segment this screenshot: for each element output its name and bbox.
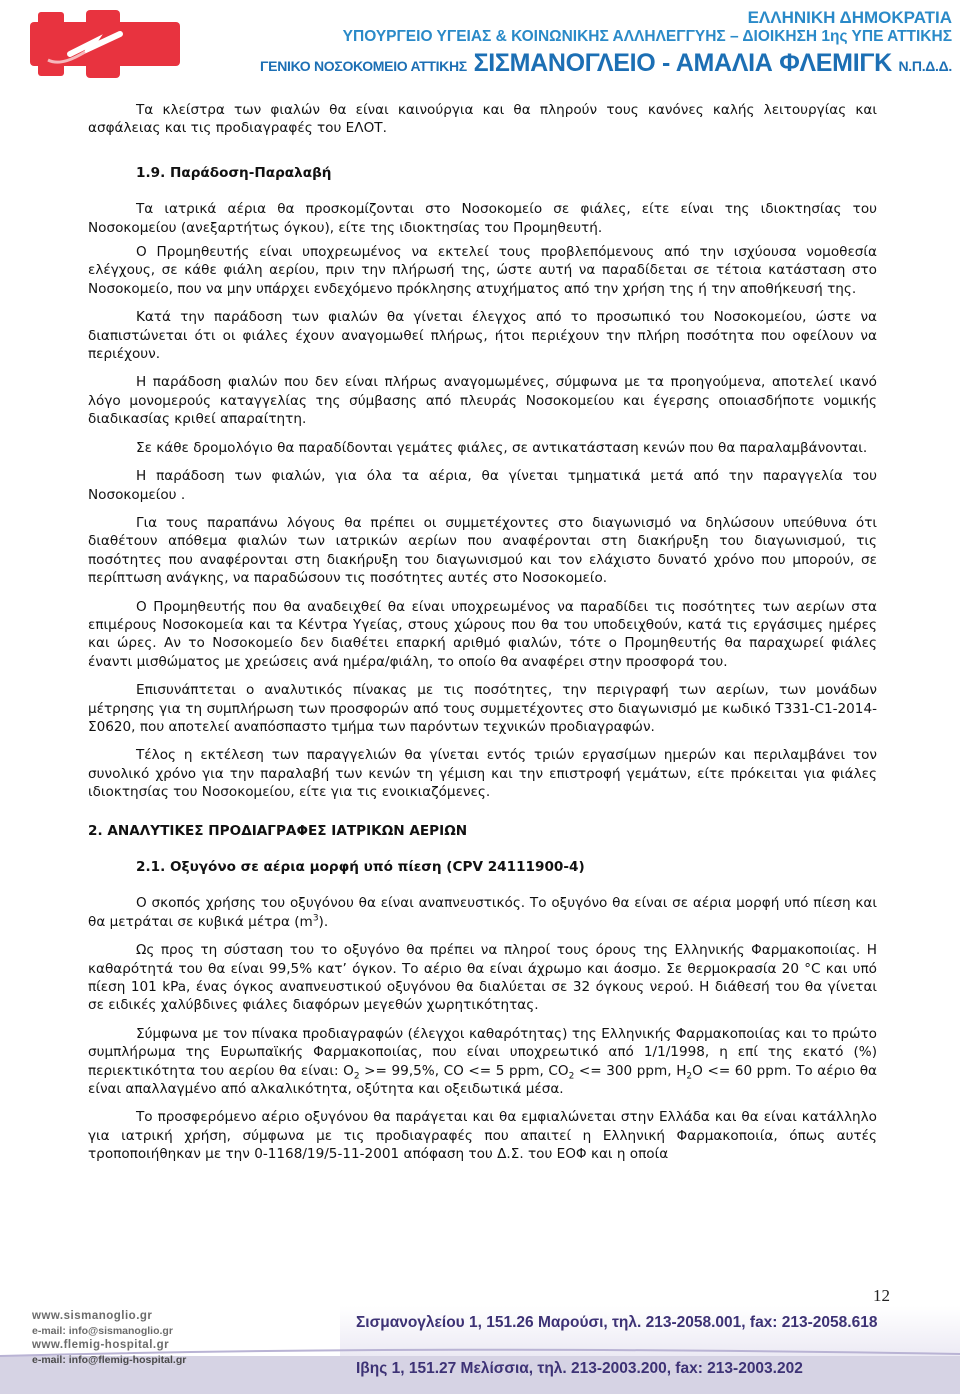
paragraph-text: ). [318, 913, 329, 930]
subscript: 2 [686, 1071, 693, 1082]
paragraph: Σε κάθε δρομολόγιο θα παραδίδονται γεμάτες φιάλες, σε αντικατάσταση κενών που θα παραλαμβάνονται. [136, 439, 868, 456]
page-footer [0, 1306, 960, 1394]
header-line-2: ΥΠΟΥΡΓΕΙΟ ΥΓΕΙΑΣ & ΚΟΙΝΩΝΙΚΗΣ ΑΛΛΗΛΕΓΓΥΗΣ – ΔΙΟΙΚΗΣΗ 1ης ΥΠΕ ΑΤΤΙΚΗΣ [342, 28, 952, 45]
subscript: 2 [568, 1071, 575, 1082]
footer-email-2[interactable]: e-mail: info@flemig-hospital.gr [32, 1354, 187, 1366]
superscript: 3 [312, 913, 319, 924]
paragraph [88, 894, 877, 931]
header-hospital-main: ΣΙΣΜΑΝΟΓΛΕΙΟ - ΑΜΑΛΙΑ ΦΛΕΜΙΓΚ [473, 49, 892, 77]
page-number: 12 [873, 1286, 890, 1305]
paragraph: Κατά την παράδοση των φιαλών θα γίνεται έλεγχος από το προσωπικό του Νοσοκομείου, ώστε να διαπιστώνεται ότι οι φιάλες έχουν αναγομωθεί πλήρως, ήτοι περιέχουν την πλήρη ποσότητα που οφείλουν να περιέχουν. [88, 309, 877, 363]
paragraph: Ο Προμηθευτής είναι υποχρεωμένος να εκτελεί τους προβλεπόμενους από την ισχύουσα νομοθεσία ελέγχους, σε κάθε φιάλη αερίου, πριν την πλήρωσή της, ώστε αυτή να παραδίδεται σε τέτοια κατάσταση στο Νοσοκομείο, που να μην υπάρχει ενδεχόμενο πρόκλησης ατυχήματος από την χρήση της ή την αποθήκευσή της. [88, 244, 877, 297]
paragraph [88, 1025, 877, 1099]
header-hospital-name [190, 49, 952, 78]
paragraph: Τέλος η εκτέλεση των παραγγελιών θα γίνεται εντός τριών εργασίμων ημερών και περιλαμβάνει τον συνολικό χρόνο για την παραλαβή των κενών τη γέμιση και την επιστροφή γεμάτων, είτε πρόκειται για φιάλες ιδιοκτησίας του Νοσοκομείου, είτε για τις ενοικιαζόμενες. [88, 747, 877, 801]
hospital-cross-logo-icon [30, 8, 180, 80]
header-hospital-prefix: ΓΕΝΙΚΟ ΝΟΣΟΚΟΜΕΙΟ ΑΤΤΙΚΗΣ [260, 58, 467, 74]
footer-address-1: Σισμανογλείου 1, 151.26 Μαρούσι, τηλ. 213-2058.001, fax: 213-2058.618 [356, 1314, 878, 1331]
paragraph-text: O <= 60 ppm. Το αέριο θα είναι απαλλαγμένο από αλκαλικότητα, οξύτητα και οξειδωτικά μέσα. [88, 1062, 878, 1098]
section-heading: 1.9. Παράδοση-Παραλαβή [136, 164, 332, 181]
subsection-heading: 2.1. Οξυγόνο σε αέρια μορφή υπό πίεση (CPV 24111900-4) [136, 859, 585, 875]
paragraph-text: >= 99,5%, CO <= 5 ppm, CO [359, 1062, 569, 1079]
subscript: 2 [353, 1071, 360, 1082]
paragraph: Ο Προμηθευτής που θα αναδειχθεί θα είναι υποχρεωμένος να παραδίδει τις ποσότητες των αερίων στα επιμέρους Νοσοκομεία και τα Κέντρα Υγείας, στους χώρους που θα του υποδειχθούν, κατά τις εργάσιμες ημέρες και ώρες. Αν το Νοσοκομείο δεν διαθέτει επαρκή αριθμό φιαλών, τότε ο Προμηθευτής θα παραχωρεί φιάλες έναντι μισθώματος με χρεώσεις ανά ημέρα/φιάλη, το οποίο θα αναφέρει στην προσφορά του. [88, 598, 877, 670]
paragraph: Τα κλείστρα των φιαλών θα είναι καινούργια και θα πληρούν τους κανόνες καλής λειτουργίας και ασφάλειας και τις προδιαγραφές του ΕΛΟΤ. [88, 102, 877, 137]
paragraph-text: Σύμφωνα με τον πίνακα προδιαγραφών (έλεγχοι καθαρότητας) της Ελληνικής Φαρμακοποιίας και το πρώτο συμπλήρωμα της Ευρωπαϊκής Φαρμακοποιίας, που είναι υποχρεωτικό από 1/1/1998, η επί της εκατό (%) περιεκτικότητα του αερίου θα είναι: O [88, 1025, 877, 1079]
footer-website-1[interactable]: www.sismanoglio.gr [32, 1310, 153, 1322]
header-hospital-suffix: Ν.Π.Δ.Δ. [898, 58, 952, 74]
paragraph-text: Ο σκοπός χρήσης του οξυγόνου θα είναι αναπνευστικός. Το οξυγόνο θα είναι σε αέρια μορφή υπό πίεση και θα μετράται σε κυβικά μέτρα (m [88, 895, 877, 930]
paragraph: Η παράδοση των φιαλών, για όλα τα αέρια, θα γίνεται τμηματικά μετά από την παραγγελία του Νοσοκομείου . [88, 468, 877, 503]
paragraph-text: <= 300 ppm, H [574, 1062, 687, 1079]
paragraph: Επισυνάπτεται ο αναλυτικός πίνακας με τις ποσότητες, την περιγραφή των αερίων, των μονάδων μέτρησης για τη συμπλήρωση των προσφορών από τους συμμετέχοντες στο διαγωνισμό με κωδικό Τ331-C1-2014-Σ0620, που αποτελεί αναπόσπαστο τμήμα των παρόντων τεχνικών προδιαγραφών. [88, 682, 877, 735]
paragraph: Για τους παραπάνω λόγους θα πρέπει οι συμμετέχοντες στο διαγωνισμό να δηλώσουν υπεύθυνα ότι διαθέτουν απόθεμα φιαλών των ιατρικών αερίων που αναφέρονται στη διακήρυξη του διαγωνισμού, τις ποσότητες που αναφέρονται στη διακήρυξη του διαγωνισμού και τον ελάχιστο δυνατό χρόνο που μπορούν, σε περίπτωση ανάγκης, να παραδώσουν τις ποσότητες αυτές στο Νοσοκομείο. [88, 514, 877, 587]
document-body [88, 101, 877, 1174]
paragraph: Ως προς τη σύσταση του το οξυγόνο θα πρέπει να πληροί τους όρους της Ελληνικής Φαρμακοποιίας. Η καθαρότητά του θα είναι 99,5% κατ’ όγκον. Το αέριο θα είναι άχρωμο και άοσμο. Σε θερμοκρασία 20 °C και υπό πίεση 101 kPa, ένας όγκος αναπνευστικού οξυγόνου θα διαλύεται σε 32 όγκους νερού. Η διάθεσή του θα γίνεται σε ειδικές χαλύβδινες φιάλες διαφόρων μεγεθών χωρητικότητας. [88, 942, 877, 1014]
paragraph: Το προσφερόμενο αέριο οξυγόνου θα παράγεται και θα εμφιαλώνεται στην Ελλάδα και θα είναι κατάλληλο για ιατρική χρήση, σύμφωνα με τις προδιαγραφές που απαιτεί η Ελληνική Φαρμακοποιία, όπως αυτές τροποποιήθηκαν με την 0-1168/19/5-11-2001 απόφαση του Δ.Σ. του ΕΟΦ και η οποία [88, 1109, 877, 1163]
paragraph: Τα ιατρικά αέρια θα προσκομίζονται στο Νοσοκομείο σε φιάλες, είτε είναι της ιδιοκτησίας του Νοσοκομείου (ανεξαρτήτως όγκου), είτε της ιδιοκτησίας του Προμηθευτή. [88, 201, 877, 236]
footer-email-1[interactable]: e-mail: info@sismanoglio.gr [32, 1325, 173, 1337]
footer-address-2: Ιβης 1, 151.27 Μελίσσια, τηλ. 213-2003.200, fax: 213-2003.202 [356, 1360, 803, 1377]
section-heading: 2. ΑΝΑΛΥΤΙΚΕΣ ΠΡΟΔΙΑΓΡΑΦΕΣ ΙΑΤΡΙΚΩΝ ΑΕΡΙΩΝ [88, 822, 468, 839]
paragraph: Η παράδοση φιαλών που δεν είναι πλήρως αναγομωμένες, σύμφωνα με τα προηγούμενα, αποτελεί ικανό λόγο μονομερούς καταγγελίας της σύμβασης από πλευράς Νοσοκομείου και έγερσης οποιασδήποτε νομικής διαδικασίας κριθεί απαραίτητη. [88, 374, 877, 428]
footer-website-2[interactable]: www.flemig-hospital.gr [32, 1339, 170, 1351]
header-line-1: ΕΛΛΗΝΙΚΗ ΔΗΜΟΚΡΑΤΙΑ [747, 8, 952, 27]
